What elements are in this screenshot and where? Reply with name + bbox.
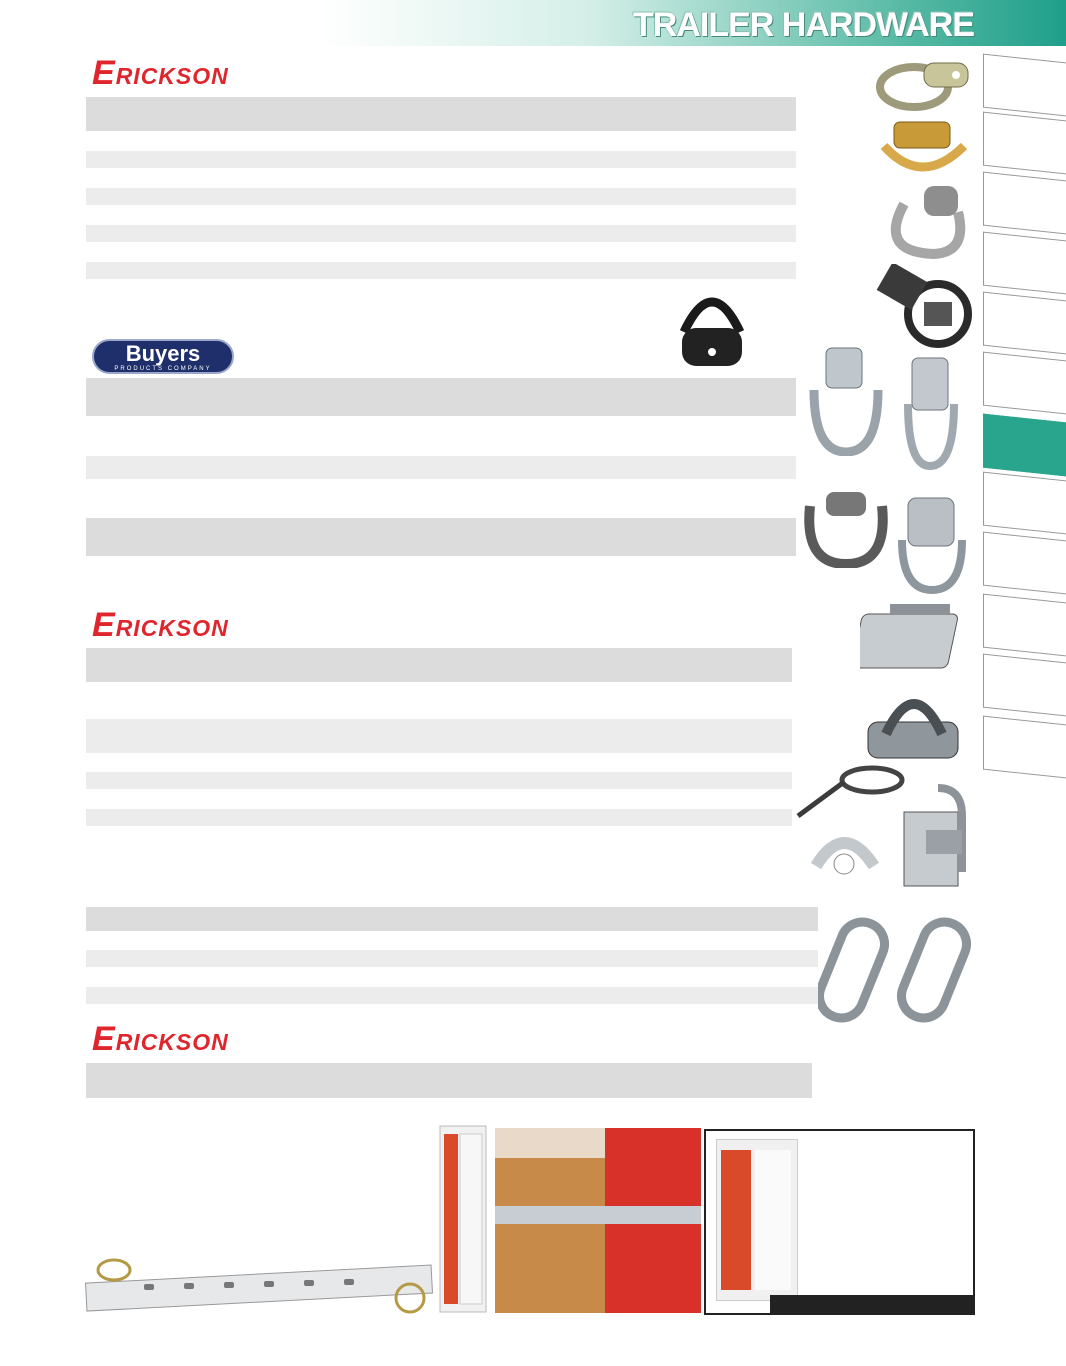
v-ring-icon — [672, 284, 752, 372]
table-header-bar — [86, 518, 796, 556]
e-track-icon — [84, 1256, 436, 1314]
section-tab-active[interactable] — [983, 414, 1066, 477]
section-tab[interactable] — [983, 352, 1066, 415]
spring-latch-icon — [898, 776, 970, 892]
table-row — [86, 262, 796, 279]
d-ring-clip-icon — [806, 346, 886, 456]
table-row — [86, 456, 796, 479]
rope-ratchet-icon — [806, 826, 884, 888]
d-ring-grey-icon — [884, 182, 976, 262]
table-row — [86, 950, 818, 967]
d-ring-clip-icon — [900, 354, 962, 470]
section-tab[interactable] — [983, 292, 1066, 355]
table-header-bar — [86, 378, 796, 416]
buyers-logo: Buyers PRODUCTS COMPANY — [92, 339, 234, 374]
table-row — [86, 225, 796, 242]
section-tab[interactable] — [983, 112, 1066, 175]
erickson-logo: ERICKSON — [92, 54, 229, 92]
table-row — [86, 151, 796, 168]
quick-link-icon — [894, 914, 978, 1026]
quick-link-icon — [818, 914, 894, 1026]
install-photo — [495, 1128, 701, 1313]
screw-eye-icon — [796, 762, 908, 820]
section-tab[interactable] — [983, 532, 1066, 595]
section-tab[interactable] — [983, 472, 1066, 535]
table-row — [86, 188, 796, 205]
table-row — [86, 809, 792, 826]
package-frame — [704, 1129, 975, 1315]
d-ring-black-icon — [800, 486, 892, 568]
section-tab[interactable] — [983, 594, 1066, 657]
d-ring-bolt-icon — [860, 598, 968, 680]
table-row — [86, 719, 792, 753]
section-tab[interactable] — [983, 54, 1066, 117]
table-header-bar — [86, 97, 796, 131]
anchor-ring-icon — [874, 55, 974, 113]
section-tab[interactable] — [983, 654, 1066, 717]
section-tab[interactable] — [983, 232, 1066, 295]
package-icon — [716, 1139, 798, 1301]
pad-eye-icon — [864, 684, 964, 764]
round-ring-plate-icon — [876, 264, 976, 350]
package-icon — [438, 1124, 488, 1314]
table-header-bar — [86, 907, 818, 931]
package-caption-bar — [770, 1295, 975, 1315]
table-row — [86, 772, 792, 789]
table-row — [86, 987, 818, 1004]
erickson-logo: ERICKSON — [92, 606, 229, 644]
page-title: TRAILER HARDWARE — [633, 6, 974, 44]
section-tab[interactable] — [983, 172, 1066, 235]
d-ring-plate-icon — [896, 494, 968, 594]
d-ring-gold-icon — [874, 118, 974, 178]
erickson-logo: ERICKSON — [92, 1020, 229, 1058]
table-header-bar — [86, 648, 792, 682]
table-header-bar — [86, 1063, 812, 1098]
section-tab[interactable] — [983, 716, 1066, 779]
